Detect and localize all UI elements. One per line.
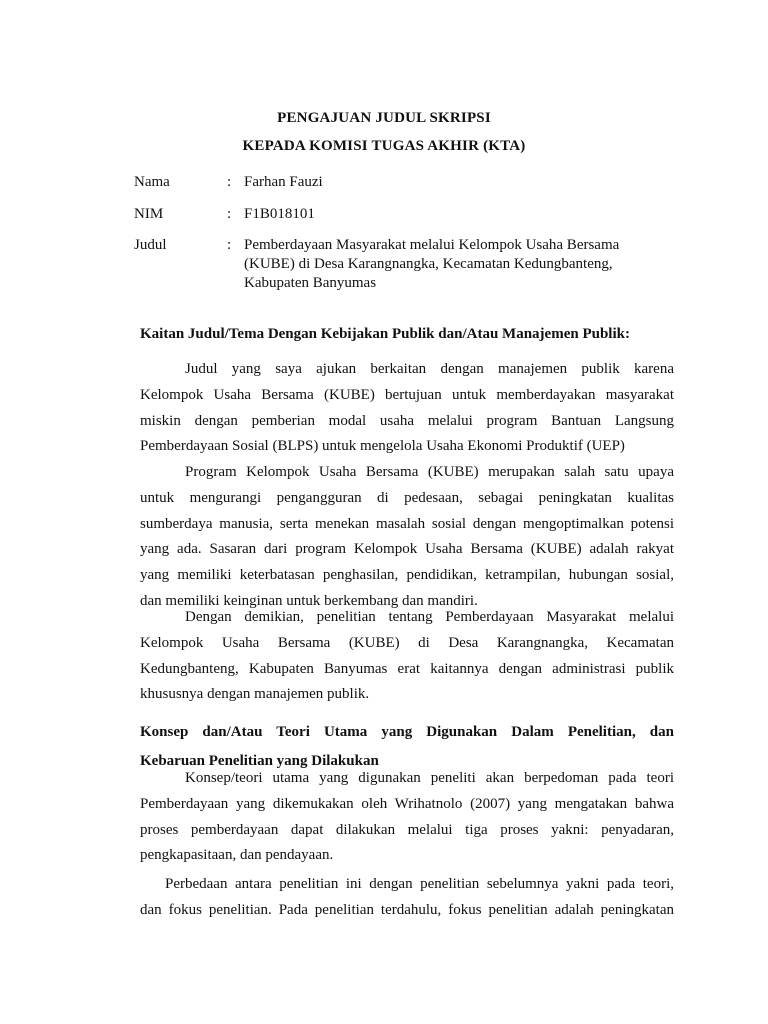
field-colon: : (227, 206, 232, 222)
text-line: miskin dengan pemberian modal usaha melalui program Bantuan Langsung (140, 412, 674, 429)
text-line: Pemberdayaan Sosial (BLPS) untuk mengelola Usaha Ekonomi Produktif (UEP) (140, 438, 625, 455)
field-label-judul: Judul (134, 237, 167, 253)
text-line: pengkapasitaan, dan pendayaan. (140, 847, 334, 864)
text-line: Kelompok Usaha Bersama (KUBE) bertujuan untuk memberdayakan masyarakat (140, 386, 674, 403)
heading-line: Kebaruan Penelitian yang Dilakukan (140, 753, 379, 769)
heading-line: Konsep dan/Atau Teori Utama yang Digunakan Dalam Penelitian, dan (140, 724, 674, 740)
text-line: yang memiliki keterbatasan penghasilan, pendidikan, ketrampilan, hubungan sosial, (140, 567, 674, 584)
text-line: Dengan demikian, penelitian tentang Pemberdayaan Masyarakat melalui (185, 609, 674, 625)
document-title: PENGAJUAN JUDUL SKRIPSI (277, 110, 491, 126)
text-line: untuk mengurangi pengangguran di pedesaan, sebagai peningkatan kualitas (140, 489, 674, 506)
field-value-judul (244, 236, 664, 293)
field-value-nama: Farhan Fauzi (244, 174, 323, 190)
text-line: yang ada. Sasaran dari program Kelompok Usaha Bersama (KUBE) adalah rakyat (140, 541, 674, 558)
text-line: Program Kelompok Usaha Bersama (KUBE) merupakan salah satu upaya (185, 464, 674, 480)
field-colon: : (227, 237, 232, 253)
field-label-nim: NIM (134, 206, 164, 222)
text-line: proses pemberdayaan dapat dilakukan melalui tiga proses yakni: penyadaran, (140, 821, 674, 838)
document-subtitle: KEPADA KOMISI TUGAS AKHIR (KTA) (242, 138, 526, 154)
section-1-paragraph-1 (140, 357, 674, 460)
field-value-nim: F1B018101 (244, 206, 315, 222)
text-line: sumberdaya manusia, serta menekan masalah sosial dengan mengoptimalkan potensi (140, 515, 674, 532)
section-1-heading: Kaitan Judul/Tema Dengan Kebijakan Publik dan/Atau Manajemen Publik: (140, 326, 630, 342)
judul-line: Kabupaten Banyumas (244, 275, 377, 291)
section-1-paragraph-3 (140, 605, 674, 708)
text-line: khususnya dengan manajemen publik. (140, 686, 370, 703)
text-line: dan fokus penelitian. Pada penelitian terdahulu, fokus penelitian adalah peningkatan (140, 901, 674, 918)
section-2-paragraph-2 (140, 872, 674, 924)
section-2-paragraph-1 (140, 766, 674, 869)
judul-line: (KUBE) di Desa Karangnangka, Kecamatan Kedungbanteng, (244, 256, 613, 272)
judul-line: Pemberdayaan Masyarakat melalui Kelompok Usaha Bersama (244, 237, 620, 253)
text-line: dan memiliki keinginan untuk berkembang dan mandiri. (140, 592, 478, 609)
text-line: Kedungbanteng, Kabupaten Banyumas erat kaitannya dengan administrasi publik (140, 660, 674, 677)
field-label-nama: Nama (134, 174, 170, 190)
section-1-paragraph-2 (140, 460, 674, 615)
text-line: Kelompok Usaha Bersama (KUBE) di Desa Karangnangka, Kecamatan (140, 634, 674, 651)
text-line: Judul yang saya ajukan berkaitan dengan manajemen publik karena (185, 361, 674, 377)
text-line: Pemberdayaan yang dikemukakan oleh Wrihatnolo (2007) yang mengatakan bahwa (140, 795, 674, 812)
text-line: Konsep/teori utama yang digunakan peneliti akan berpedoman pada teori (185, 770, 674, 786)
text-line: Perbedaan antara penelitian ini dengan penelitian sebelumnya yakni pada teori, (165, 876, 674, 892)
field-colon: : (227, 174, 232, 190)
